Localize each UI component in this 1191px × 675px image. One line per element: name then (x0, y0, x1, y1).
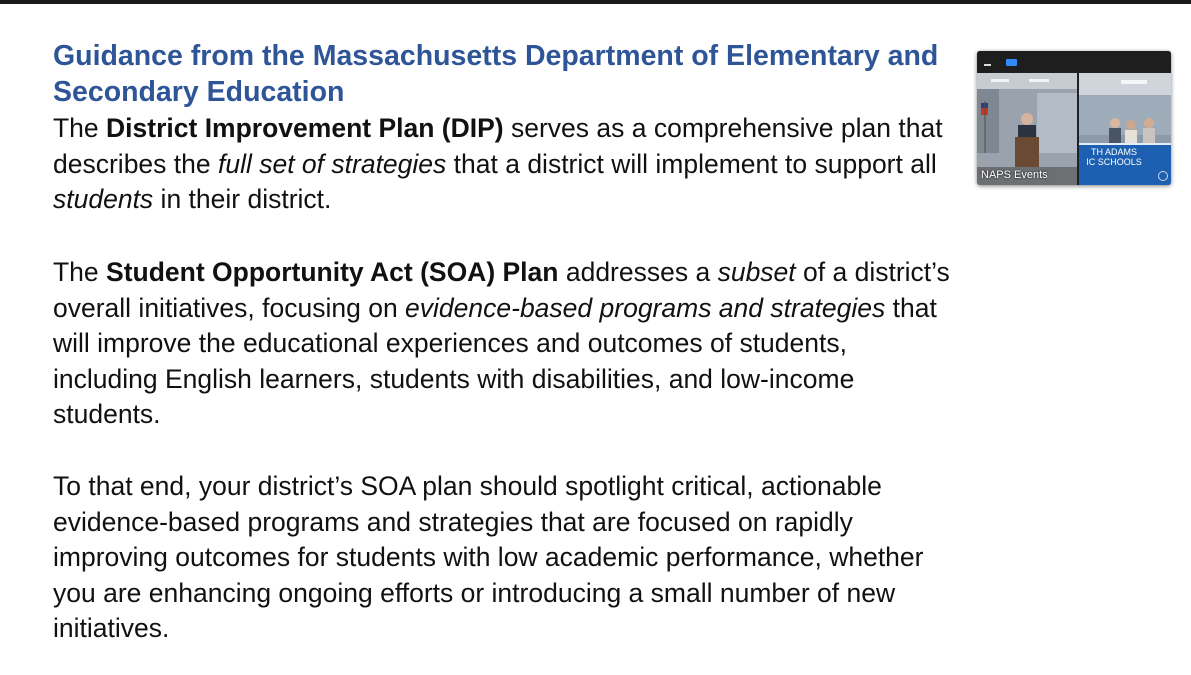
video-tile-room[interactable] (1079, 73, 1171, 185)
text-run-normal: in their district. (153, 184, 332, 214)
text-run-italic: students (53, 184, 154, 214)
text-run-normal: To that end, your district’s SOA plan should spotlight critical, actionable evidence-based programs and strategies that are focused on rapidly improving outcomes for students with low academic performance, whether you are enhancing ongoing efforts or introducing a small number of new initiatives. (53, 471, 924, 643)
expand-icon[interactable] (1158, 171, 1168, 181)
text-run-normal: The (53, 257, 107, 287)
paragraph-soa (53, 255, 1093, 433)
text-run-normal: that will improve the educational experiences and outcomes of students, including English learners, students with disabilities, and low-income students. (53, 292, 937, 429)
text-run-normal: that a district will implement to support all (453, 148, 937, 179)
text-run-italic: subset (717, 257, 796, 287)
video-overlay-header[interactable] (977, 51, 1171, 72)
participant-name-label: NAPS Events (981, 169, 1048, 181)
paragraph-to-that-end (53, 469, 1093, 647)
video-tile-naps-events[interactable] (977, 73, 1077, 185)
paragraph-dip (53, 111, 1093, 218)
text-run-normal: of a district’s overall initiatives, focusing on (53, 257, 950, 323)
maximize-icon[interactable] (1006, 59, 1017, 66)
text-run-normal: serves as a comprehensive plan that describes the (53, 113, 943, 179)
text-run-bold: Student Opportunity Act (SOA) Plan (106, 257, 559, 287)
minimize-icon[interactable] (983, 58, 993, 68)
video-feed-room (1079, 73, 1171, 185)
room-banner-text: TH ADAMS IC SCHOOLS (1086, 147, 1142, 167)
text-run-italic: full set of strategies (217, 148, 447, 179)
video-call-overlay[interactable] (977, 51, 1171, 185)
slide-title: Guidance from the Massachusetts Department of Elementary and Secondary Education (53, 40, 939, 108)
text-run-normal: addresses a (558, 257, 718, 287)
text-run-italic: evidence-based programs and strategies (405, 292, 886, 323)
text-run-bold: District Improvement Plan (DIP) (106, 113, 504, 143)
text-run-normal: The (53, 113, 107, 143)
